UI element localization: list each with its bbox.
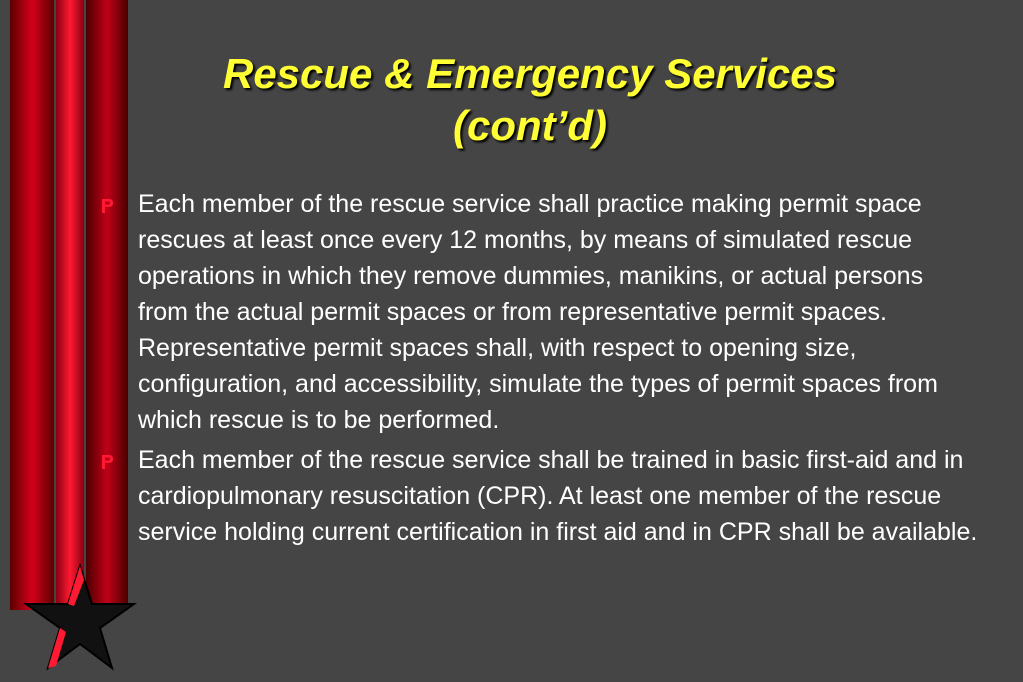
list-item [100,442,980,550]
bullet-text: Each member of the rescue service shall be trained in basic first-aid and in cardiopulmonary resuscitation (CPR). At least one member of the rescue service holding current certification in first aid and in CPR shall be available. [138,446,978,546]
bullet-marker-icon [100,454,114,470]
bullet-marker-icon [100,198,114,214]
decorative-red-bar [10,0,54,610]
decorative-red-bar [56,0,84,610]
bullet-list [100,186,980,554]
star-icon [22,562,138,674]
slide-title: Rescue & Emergency Services (cont’d) [222,50,838,149]
bullet-text: Each member of the rescue service shall practice making permit space rescues at least once every 12 months, by means of simulated rescue operations in which they remove dummies, manikins, or actual persons from the actual permit spaces or from representative permit spaces. Representative permit spaces shall, with respect to opening size, configuration, and accessibility, simulate the types of permit spaces from which rescue is to be performed. [138,190,938,434]
list-item [100,186,980,438]
